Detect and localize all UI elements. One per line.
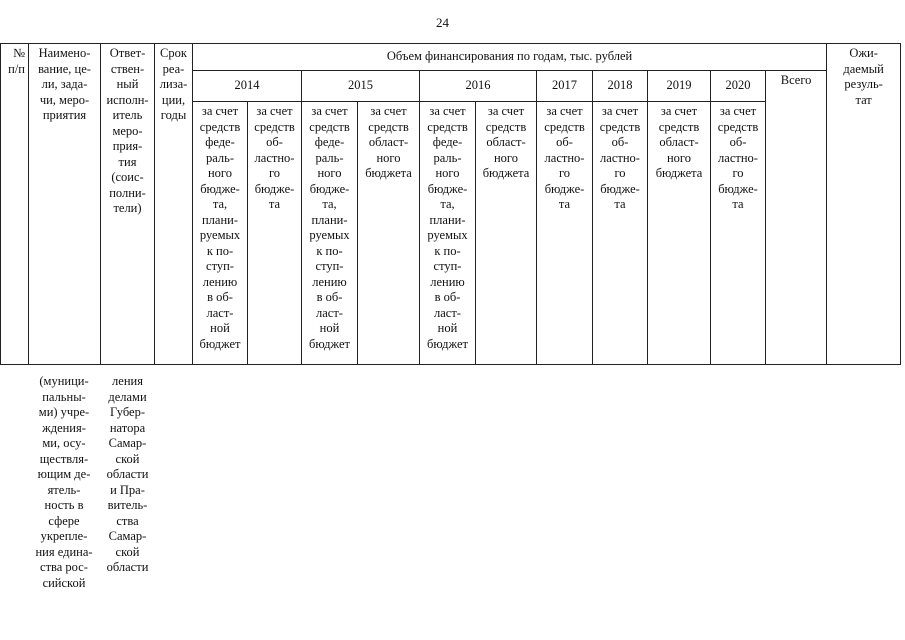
header-source-2015-regional: за счет средств област- ного бюджета bbox=[358, 102, 420, 365]
header-year-2020: 2020 bbox=[711, 71, 766, 102]
header-source-2017: за счет средств об- ластно- го бюдже- та bbox=[537, 102, 593, 365]
header-total: Всего bbox=[766, 71, 827, 365]
header-year-2015: 2015 bbox=[302, 71, 420, 102]
header-source-2014-regional: за счет средств об- ластно- го бюдже- та bbox=[248, 102, 302, 365]
header-source-2015-federal: за счет средств феде- раль- ного бюдже- та, плани- руемых к по- ступ- лению в об- ласт- ной бюджет bbox=[302, 102, 358, 365]
header-source-2014-federal: за счет средств феде- раль- ного бюдже- та, плани- руемых к по- ступ- лению в об- ласт- ной бюджет bbox=[193, 102, 248, 365]
header-source-2019: за счет средств област- ного бюджета bbox=[648, 102, 711, 365]
page-number: 24 bbox=[436, 15, 449, 30]
header-number: № п/п bbox=[1, 44, 29, 365]
program-funding-header-table bbox=[0, 43, 901, 365]
header-year-2018: 2018 bbox=[593, 71, 648, 102]
header-source-2018: за счет средств об- ластно- го бюдже- та bbox=[593, 102, 648, 365]
header-year-2016: 2016 bbox=[420, 71, 537, 102]
header-name: Наимено- вание, це- ли, зада- чи, меро- приятия bbox=[29, 44, 101, 365]
header-year-2019: 2019 bbox=[648, 71, 711, 102]
header-funding: Объем финансирования по годам, тыс. рублей bbox=[193, 44, 827, 71]
header-expected-result: Ожи- даемый резуль- тат bbox=[827, 44, 901, 365]
header-source-2016-regional: за счет средств област- ного бюджета bbox=[476, 102, 537, 365]
header-source-2016-federal: за счет средств феде- раль- ного бюдже- та, плани- руемых к по- ступ- лению в об- ласт- ной бюджет bbox=[420, 102, 476, 365]
header-year-2017: 2017 bbox=[537, 71, 593, 102]
header-source-2020: за счет средств об- ластно- го бюдже- та bbox=[711, 102, 766, 365]
continuation-name-text: (муници- пальны- ми) учре- ждения- ми, осу- ществля- ющим де- ятель- ность в сфере укрепле- ния едина- ства рос- сийской bbox=[35, 374, 93, 590]
continuation-responsible-text: ления делами Губер- натора Самар- ской области и Пра- витель- ства Самар- ской области bbox=[106, 374, 149, 574]
header-year-2014: 2014 bbox=[193, 71, 302, 102]
header-period: Срок реа- лиза- ции, годы bbox=[155, 44, 193, 365]
header-responsible: Ответ- ствен- ный исполн- итель меро- прия- тия (соис- полни- тели) bbox=[101, 44, 155, 365]
